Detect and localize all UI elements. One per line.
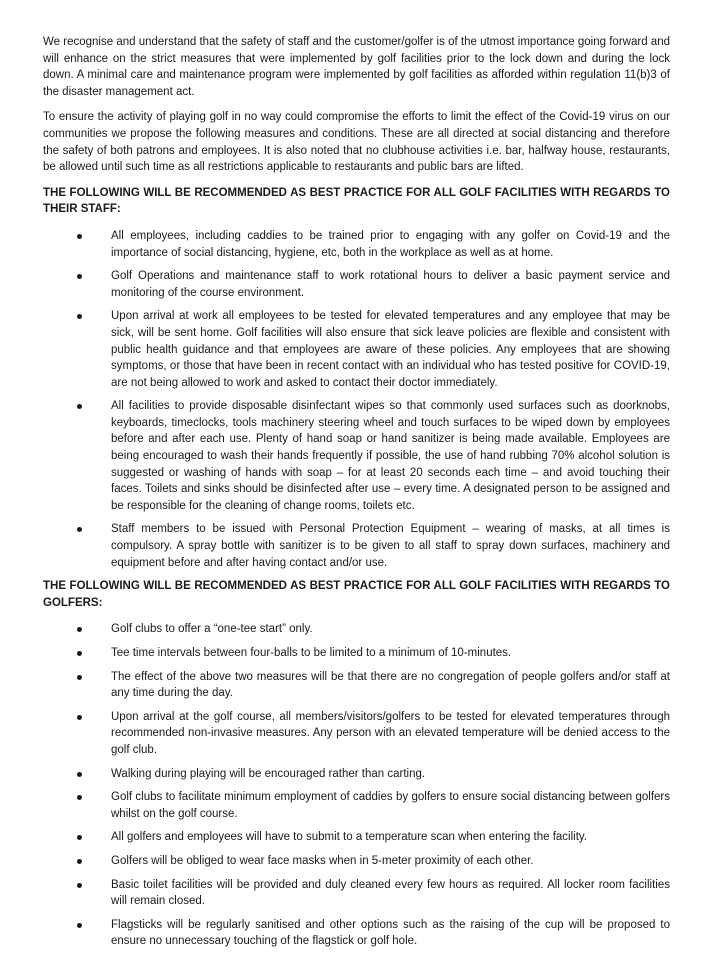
bullet-icon — [77, 651, 82, 656]
list-item — [43, 709, 670, 759]
list-item-text: All employees, including caddies to be trained prior to engaging with any golfer on Covid-19 and the importance of social distancing, hygiene, etc, both in the workplace as well as at home. — [111, 229, 670, 259]
list-item — [43, 308, 670, 391]
bullet-icon — [77, 835, 82, 840]
bullet-icon — [77, 527, 82, 532]
list-item — [43, 645, 670, 662]
list-item — [43, 521, 670, 571]
list-item — [43, 917, 670, 950]
list-item-text: Upon arrival at the golf course, all members/visitors/golfers to be tested for elevated temperatures through recommended non-invasive measures. Any person with an elevated temperature will be denied access to the golf club. — [111, 710, 670, 756]
list-item — [43, 669, 670, 702]
bullet-icon — [77, 883, 82, 888]
bullet-icon — [77, 795, 82, 800]
bullet-icon — [77, 675, 82, 680]
bullet-icon — [77, 923, 82, 928]
list-item-text: The effect of the above two measures will be that there are no congregation of people golfers and/or staff at any time during the day. — [111, 670, 670, 700]
golfers-bullet-list — [43, 621, 670, 950]
list-item — [43, 398, 670, 514]
bullet-icon — [77, 404, 82, 409]
bullet-icon — [77, 314, 82, 319]
list-item-text: Tee time intervals between four-balls to be limited to a minimum of 10-minutes. — [111, 647, 512, 659]
intro-paragraph-1: We recognise and understand that the safety of staff and the customer/golfer is of the utmost importance going forward and will enhance on the strict measures that were implemented by golf facilities prior to the lock down and during the lock down. A minimal care and maintenance program were implemented by golf facilities as afforded within regulation 11(b)3 of the disaster management act. — [43, 36, 670, 98]
list-item-text: Flagsticks will be regularly sanitised and other options such as the raising of the cup will be proposed to ensure no unnecessary touching of the flagstick or golf hole. — [111, 918, 670, 948]
bullet-icon — [77, 772, 82, 777]
bullet-icon — [77, 274, 82, 279]
list-item — [43, 853, 670, 870]
list-item-text: Golf Operations and maintenance staff to work rotational hours to deliver a basic payment service and monitoring of the course environment. — [111, 270, 670, 299]
list-item-text: Golf clubs to offer a “one-tee start” only. — [111, 623, 313, 636]
list-item-text: Staff members to be issued with Personal Protection Equipment – wearing of masks, at all times is compulsory. A spray bottle with sanitizer is to be given to all staff to spray down surfaces, machinery and equipment before and after having contact and/or use. — [111, 523, 670, 569]
list-item — [43, 829, 670, 846]
bullet-icon — [77, 627, 82, 632]
list-item — [43, 228, 670, 261]
list-item — [43, 268, 670, 301]
list-item — [43, 766, 670, 783]
list-item-text: Walking during playing will be encouraged rather than carting. — [111, 767, 426, 780]
staff-bullet-list — [43, 228, 670, 571]
list-item — [43, 877, 670, 910]
list-item-text: All golfers and employees will have to submit to a temperature scan when entering the facility. — [111, 831, 588, 844]
list-item-text: Upon arrival at work all employees to be tested for elevated temperatures and any employee that may be sick, will be sent home. Golf facilities will also ensure that sick leave policies are flexible and consistent with public health guidance and that employees are aware of these policies. Any employees that are showing symptoms, or those that have been in recent contact with an individual who has tested positive for COVID-19, are not being allowed to work and asked to contact their doctor immediately. — [111, 310, 670, 389]
bullet-icon — [77, 234, 82, 239]
bullet-icon — [77, 715, 82, 720]
bullet-icon — [77, 859, 82, 864]
list-item-text: All facilities to provide disposable disinfectant wipes so that commonly used surfaces such as doorknobs, keyboards, timeclocks, tools machinery steering wheel and touch surfaces to be wiped down by employees before and after each use. Plenty of hand soap or hand sanitizer is being made available. Employees are being encouraged to wash their hands frequently if possible, the use of hand rubbing 70% alcohol solution is suggested or washing of hands with soap – for at least 20 seconds each time – and avoid touching their faces. Toilets and sinks should be disinfected after use – every time. A designated person to be assigned and be responsible for the cleaning of change rooms, toilets etc. — [111, 400, 670, 512]
golfers-section-heading: THE FOLLOWING WILL BE RECOMMENDED AS BEST PRACTICE FOR ALL GOLF FACILITIES WITH REGARDS TO GOLFERS: — [43, 580, 670, 609]
list-item — [43, 789, 670, 822]
staff-section-heading: THE FOLLOWING WILL BE RECOMMENDED AS BEST PRACTICE FOR ALL GOLF FACILITIES WITH REGARDS TO THEIR STAFF: — [43, 186, 670, 216]
list-item-text: Golf clubs to facilitate minimum employment of caddies by golfers to ensure social distancing between golfers whilst on the golf course. — [111, 791, 670, 820]
intro-paragraph-2: To ensure the activity of playing golf in no way could compromise the efforts to limit the effect of the Covid-19 virus on our communities we propose the following measures and conditions. These are all directed at social distancing and therefore the safety of both patrons and employees. It is also noted that no clubhouse activities i.e. bar, halfway house, restaurants, be allowed until such time as all restrictions applicable to restaurants and public bars are lifted. — [43, 111, 670, 174]
list-item-text: Golfers will be obliged to wear face masks when in 5-meter proximity of each other. — [111, 854, 534, 867]
list-item — [43, 621, 670, 638]
list-item-text: Basic toilet facilities will be provided and duly cleaned every few hours as required. All locker room facilities will remain closed. — [111, 878, 670, 908]
